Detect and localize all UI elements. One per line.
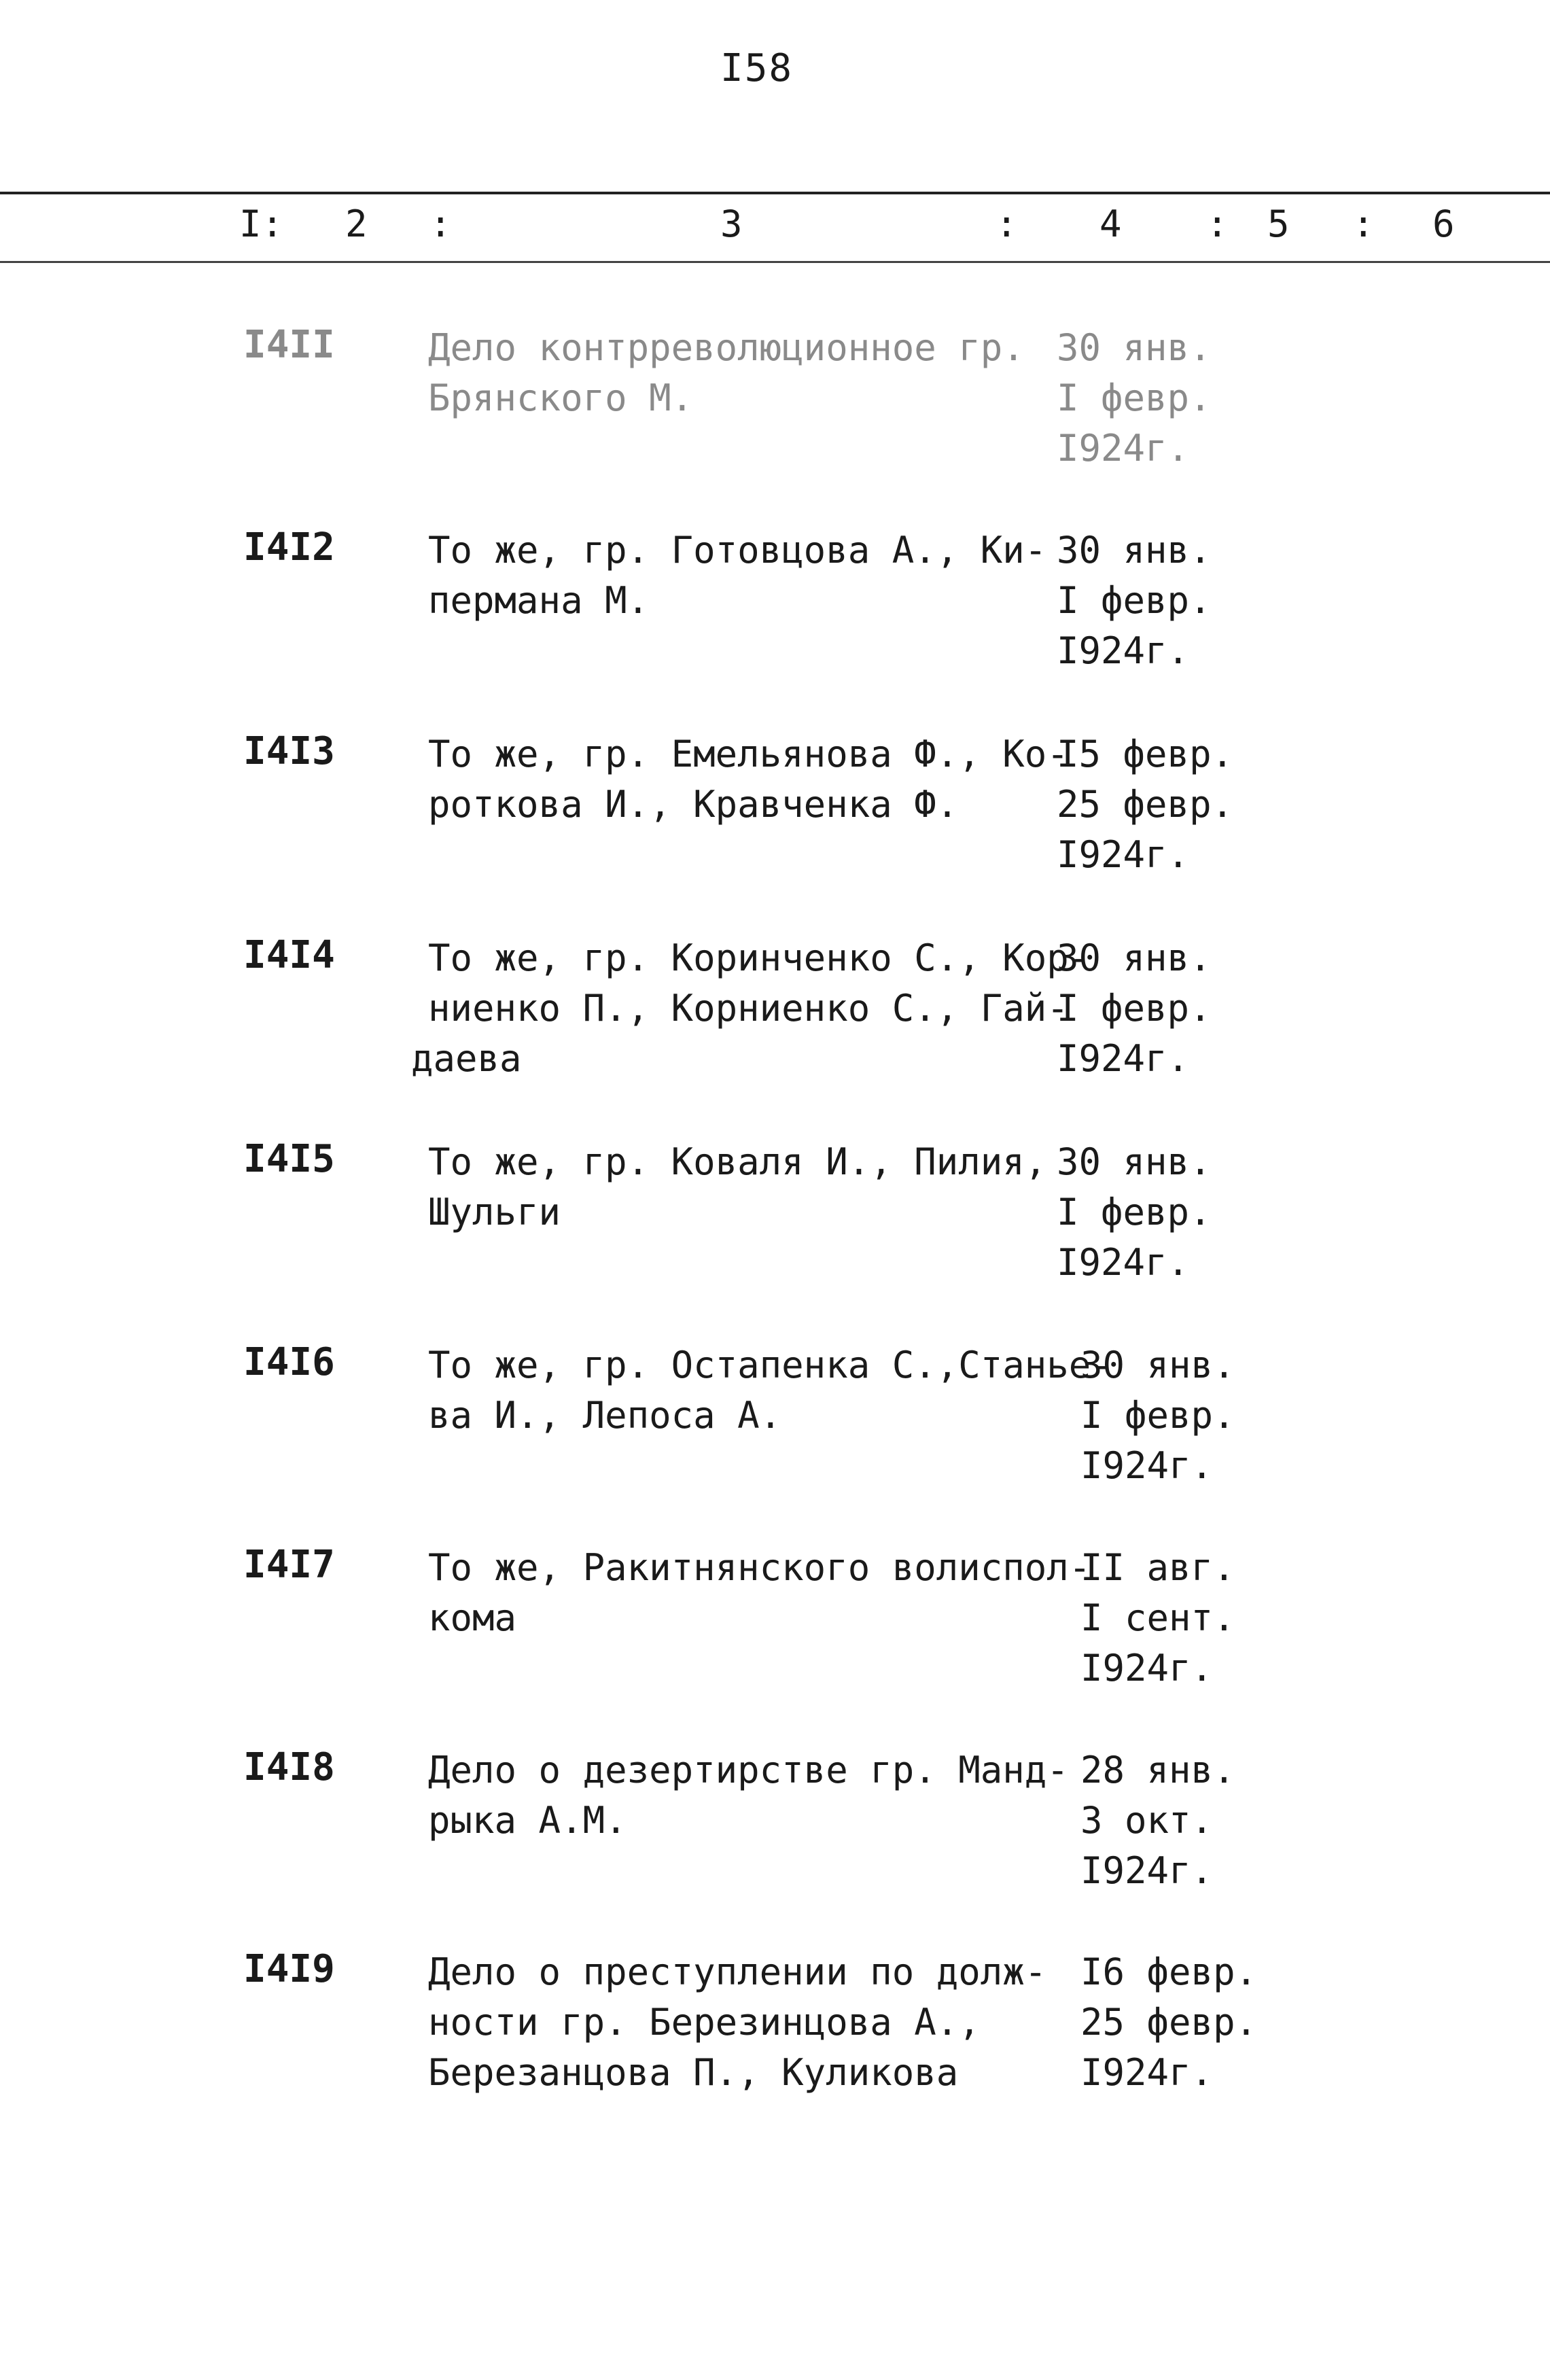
list-item [0, 323, 1550, 527]
entry-dates [1057, 729, 1233, 880]
entry-description [428, 323, 1067, 423]
column-header-3: 3 [720, 203, 743, 245]
date-line: I924г. [1080, 1444, 1214, 1487]
header-rule-top [0, 192, 1550, 194]
description-line: кома [428, 1596, 517, 1639]
entry-dates [1057, 933, 1212, 1084]
description-line: Березанцова П., Куликова [428, 2051, 959, 2094]
date-line: I сент. [1080, 1596, 1235, 1639]
header-rule-bottom [0, 261, 1550, 263]
entry-number: I4I2 [243, 525, 335, 570]
column-header-5: 5 [1267, 203, 1290, 245]
description-line: То же, гр. Остапенка С.,Станье- [428, 1344, 1113, 1386]
entry-description [428, 1947, 1067, 2098]
date-line: I февр. [1057, 1191, 1212, 1233]
entry-number: I4II [243, 323, 335, 367]
column-separator: : [1352, 203, 1375, 245]
entry-dates [1080, 1745, 1235, 1896]
date-line: I924г. [1057, 1037, 1190, 1080]
description-line: даева [411, 1037, 522, 1080]
column-header-2: 2 [345, 203, 368, 245]
date-line: I6 февр. [1080, 1950, 1258, 1993]
entry-description [428, 1340, 1113, 1441]
description-line: роткова И., Кравченка Ф. [428, 783, 959, 826]
list-item [0, 729, 1550, 933]
column-header-6: 6 [1432, 203, 1455, 245]
entry-dates [1057, 525, 1212, 676]
description-line: Шульги [428, 1191, 561, 1233]
entry-description [428, 1745, 1067, 1846]
entry-description [428, 1543, 1091, 1643]
entry-description [428, 525, 1067, 626]
column-header-4: 4 [1099, 203, 1122, 245]
date-line: 28 янв. [1080, 1749, 1235, 1791]
date-line: I924г. [1057, 833, 1190, 876]
date-line: I февр. [1057, 987, 1212, 1030]
entry-number: I4I7 [243, 1543, 335, 1587]
date-line: I924г. [1080, 1849, 1214, 1892]
entry-number: I4I6 [243, 1340, 335, 1384]
column-separator: : [1206, 203, 1229, 245]
column-separator: : [429, 203, 452, 245]
entry-description [411, 933, 1091, 1084]
date-line: 25 февр. [1057, 783, 1234, 826]
entry-number: I4I3 [243, 729, 335, 773]
description-line: То же, гр. Коринченко С., Кор- [428, 937, 1091, 979]
description-line: Дело о преступлении по долж- [428, 1950, 1047, 1993]
entry-description [428, 729, 1067, 830]
date-line: I февр. [1057, 579, 1212, 622]
description-line: Брянского М. [428, 377, 694, 419]
date-line: 30 янв. [1080, 1344, 1235, 1386]
entry-dates [1057, 323, 1212, 474]
list-item [0, 1543, 1550, 1747]
description-line: ниенко П., Корниенко С., Гай- [428, 987, 1069, 1030]
entry-number: I4I9 [243, 1947, 335, 1991]
list-item [0, 1137, 1550, 1341]
entry-number: I4I8 [243, 1745, 335, 1789]
description-line: пермана М. [428, 579, 650, 622]
description-line: рыка А.М. [428, 1799, 627, 1842]
description-line: Дело о дезертирстве гр. Манд- [428, 1749, 1069, 1791]
date-line: I924г. [1057, 629, 1190, 672]
list-item [0, 525, 1550, 729]
list-item [0, 1340, 1550, 1544]
column-separator: : [996, 203, 1018, 245]
entry-number: I4I5 [243, 1137, 335, 1181]
date-line: I февр. [1057, 377, 1212, 419]
list-item [0, 933, 1550, 1137]
date-line: I924г. [1080, 2051, 1214, 2094]
description-line: То же, гр. Емельянова Ф., Ко- [428, 733, 1069, 775]
date-line: I924г. [1057, 427, 1190, 470]
date-line: 3 окт. [1080, 1799, 1214, 1842]
description-line: То же, гр. Коваля И., Пилия, [428, 1140, 1047, 1183]
date-line: 30 янв. [1057, 1140, 1212, 1183]
date-line: I924г. [1080, 1647, 1214, 1690]
date-line: I февр. [1080, 1394, 1235, 1437]
description-line: То же, Ракитнянского волиспол- [428, 1546, 1091, 1589]
column-header-1: I: [239, 203, 284, 245]
date-line: 30 янв. [1057, 529, 1212, 572]
description-line: Дело контрреволюционное гр. [428, 326, 1025, 369]
entry-number: I4I4 [243, 933, 335, 977]
entry-dates [1057, 1137, 1212, 1288]
date-line: 25 февр. [1080, 2001, 1258, 2044]
date-line: 30 янв. [1057, 937, 1212, 979]
entry-description [428, 1137, 1067, 1238]
list-item [0, 1947, 1550, 2151]
description-line: ности гр. Березинцова А., [428, 2001, 981, 2044]
entry-dates [1080, 1340, 1235, 1491]
date-line: I924г. [1057, 1241, 1190, 1284]
entry-dates [1080, 1947, 1257, 2098]
date-line: II авг. [1080, 1546, 1235, 1589]
list-item [0, 1745, 1550, 1949]
entry-dates [1080, 1543, 1235, 1694]
date-line: 30 янв. [1057, 326, 1212, 369]
description-line: То же, гр. Готовцова А., Ки- [428, 529, 1047, 572]
description-line: ва И., Лепоса А. [428, 1394, 782, 1437]
page-number: I58 [720, 46, 794, 90]
date-line: I5 февр. [1057, 733, 1234, 775]
